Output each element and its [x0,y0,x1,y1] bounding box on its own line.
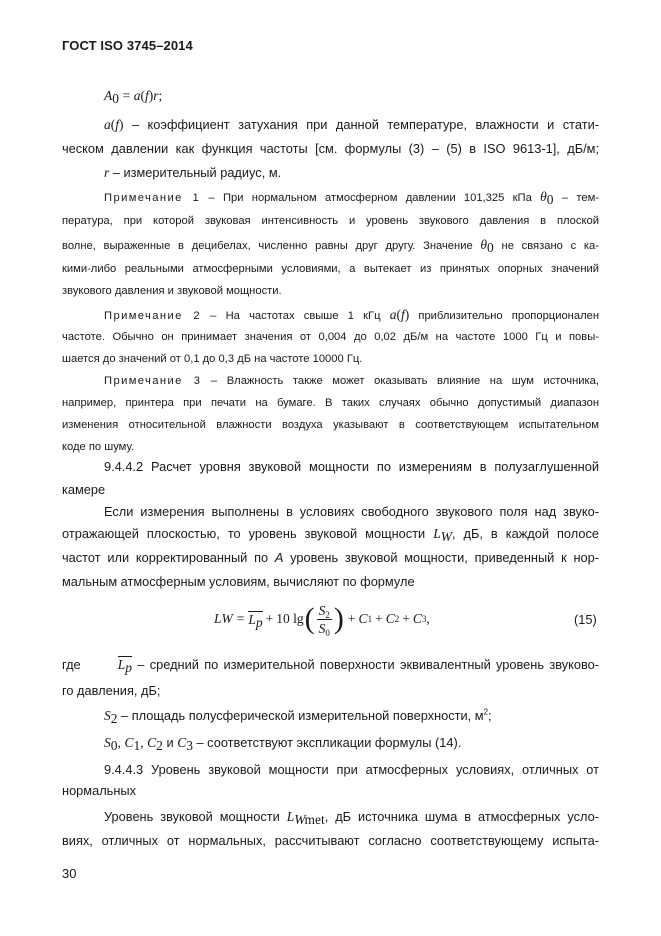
formula-15: L W = $L_p$ + 10 lg ( $\frac{S_2}{S_0}$ ) + C 1 + C 2 + C 3 , [214,602,430,638]
note1-line5: звукового давления и звуковой мощности. [62,285,282,297]
formula-number: (15) [574,612,597,627]
where-line2: го давления, дБ; [62,683,161,698]
para1-line2: отражающей плоскостью, то уровень звуковой мощности $L_W$, дБ, в каждой полосе [62,526,599,544]
section-9442-title-cont: камере [62,482,106,497]
def-af-cont: ческом давлении как функция частоты [см. формулы (3) – (5) в ISO 9613-1], дБ/м; [62,141,599,156]
note3-line2: например, принтера при печати на бумаге. В таких случаях обычно допустимый диапазон [62,397,599,409]
note2-line2: частоте. Обычно он принимает значения от 0,004 до 0,02 дБ/м на частоте 1000 Гц и повы- [62,331,599,343]
standard-header: ГОСТ ISO 3745–2014 [62,38,193,53]
note3-line3: изменения относительной влажности воздуха указывают в соответствующем испытательном [62,419,599,431]
def-a0: $A_0 = a(f)r$; [104,88,163,106]
para1-line3: частот или корректированный по А уровень звуковой мощности, приведенный к нор- [62,550,600,565]
section-9443-title-cont: нормальных [62,783,137,798]
def-r: r – измерительный радиус, м. [104,165,282,180]
page-number: 30 [62,866,77,881]
where-line1: где $L_p$ – средний по измерительной поверхности эквивалентный уровень звуково- [62,657,599,675]
note3-line4: коде по шуму. [62,441,135,453]
para1-line4: мальным атмосферным условиям, вычисляют по формуле [62,574,415,589]
note1-line1: Примечание 1 – При нормальном атмосферном давлении 101,325 кПа $\theta_0 - тем-$ [104,189,599,207]
note1-line2: пература, при которой звуковая интенсивность и уровень звукового давления в плоской [62,215,599,227]
note1-line4: кими-либо реальными атмосферными условиями, а вытекает из принятых опорных значений [62,263,599,275]
note2-line1: Примечание 2 – На частотах свыше 1 кГц a(f) приблизительно пропорционален [104,307,600,322]
para1-line1: Если измерения выполнены в условиях свободного звукового поля над звуко- [104,504,599,519]
def-af: a(f) – коэффициент затухания при данной температуре, влажности и стати- [104,117,599,132]
note1-line3: волне, выраженные в децибелах, численно равны друг другу. Значение $\theta_0$ не связано с ка- [62,237,599,255]
note2-line3: шается до значений от 0,1 до 0,3 дБ на частоте 10000 Гц. [62,353,363,365]
def-s0-c: $S_0$, $C_1$, $C_2$ и $C_3$ – соответствуют экспликации формулы (14). [104,735,462,753]
note3-line1: Примечание 3 – Влажность также может оказывать влияние на шум источника, [104,375,599,387]
para2-line1: Уровень звуковой мощности $L_{Wmet}$, дБ источника шума в атмосферных усло- [104,809,599,827]
para2-line2: виях, отличных от нормальных, рассчитывают согласно соответствующему испыта- [62,833,599,848]
section-9442-title: 9.4.4.2 Расчет уровня звуковой мощности по измерениям в полузаглушенной [104,459,599,474]
section-9443-title: 9.4.4.3 Уровень звуковой мощности при атмосферных условиях, отличных от [104,762,599,777]
def-s2: $S_2$ – площадь полусферической измерительной поверхности, $м^2$; [104,707,492,726]
